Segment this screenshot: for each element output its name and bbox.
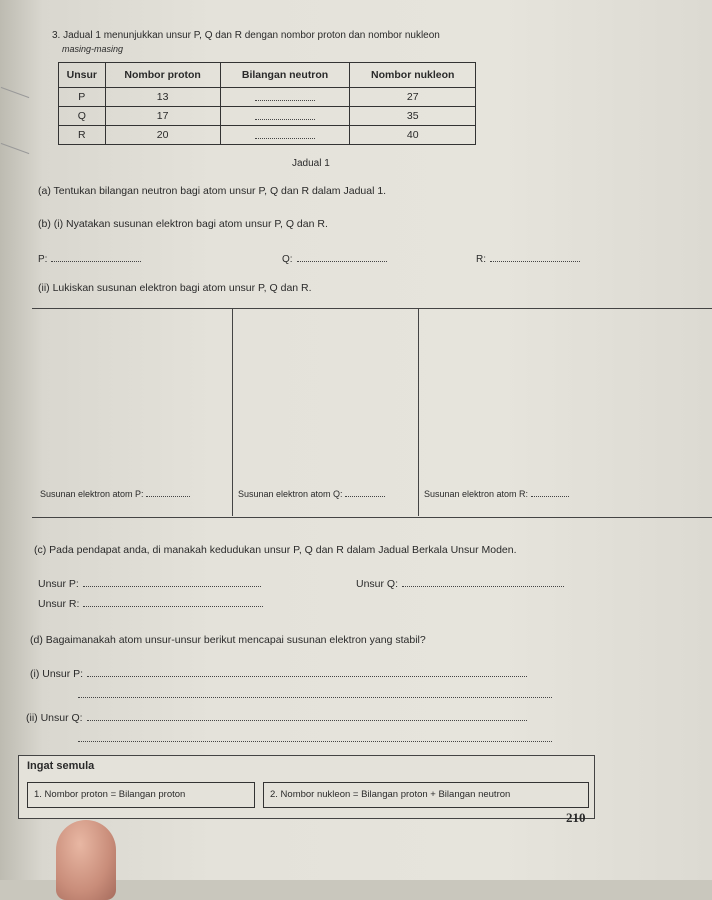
table-row	[59, 126, 476, 145]
part-d-ii-label: (ii) Unsur Q:	[26, 712, 83, 724]
question-title: 3. Jadual 1 menunjukkan unsur P, Q dan R dengan nombor proton dan nombor nukleon	[52, 30, 440, 41]
table-caption: Jadual 1	[292, 158, 330, 169]
table-header: Unsur	[59, 63, 106, 88]
question-subtitle: masing-masing	[62, 44, 124, 54]
cell-unsur: Q	[59, 107, 106, 126]
cell-proton: 13	[105, 88, 220, 107]
box-q-label: Susunan elektron atom Q:	[238, 486, 385, 499]
reminder-rule-2: 2. Nombor nukleon = Bilangan proton + Bilangan neutron	[263, 782, 589, 808]
part-b-i-text: (b) (i) Nyatakan susunan elektron bagi atom unsur P, Q dan R.	[38, 218, 328, 230]
table-row	[59, 88, 476, 107]
page-number: 210	[566, 810, 586, 825]
cell-unsur: R	[59, 126, 106, 145]
answer-r-blank[interactable]	[490, 252, 580, 262]
answer-r[interactable]	[476, 252, 580, 265]
answer-p-blank[interactable]	[51, 252, 141, 262]
edge-mark	[1, 87, 30, 98]
cell-proton: 20	[105, 126, 220, 145]
part-d-i-label: (i) Unsur P:	[30, 668, 84, 680]
unsur-q-label: Unsur Q:	[356, 578, 399, 590]
part-d-ii-field[interactable]	[26, 710, 527, 724]
table-header: Nombor nukleon	[350, 63, 476, 88]
part-c-text: (c) Pada pendapat anda, di manakah kedudukan unsur P, Q dan R dalam Jadual Berkala Unsur Moden.	[34, 544, 517, 556]
cell-neutron-blank[interactable]	[220, 107, 350, 126]
box-p-label: Susunan elektron atom P:	[40, 486, 190, 499]
cell-neutron-blank[interactable]	[220, 88, 350, 107]
answer-q[interactable]	[282, 252, 387, 265]
answer-line[interactable]	[78, 741, 552, 742]
answer-p[interactable]	[38, 252, 141, 265]
answer-line[interactable]	[78, 697, 552, 698]
data-table	[58, 62, 476, 145]
cell-nukleon: 27	[350, 88, 476, 107]
table-row	[59, 107, 476, 126]
box-r-label: Susunan elektron atom R:	[424, 486, 569, 499]
cell-nukleon: 40	[350, 126, 476, 145]
reminder-box	[18, 755, 595, 819]
unsur-r-label: Unsur R:	[38, 598, 80, 610]
answer-q-blank[interactable]	[297, 252, 387, 262]
answer-r-label: R:	[476, 254, 486, 265]
unsur-p-field[interactable]	[38, 576, 261, 590]
unsur-q-field[interactable]	[356, 576, 564, 590]
cell-proton: 17	[105, 107, 220, 126]
edge-mark	[1, 143, 30, 154]
reminder-rule-1: 1. Nombor proton = Bilangan proton	[27, 782, 255, 808]
thumb-photo	[56, 820, 116, 900]
part-d-i-field[interactable]	[30, 666, 527, 680]
unsur-p-label: Unsur P:	[38, 578, 79, 590]
cell-unsur: P	[59, 88, 106, 107]
reminder-title: Ingat semula	[27, 760, 95, 772]
answer-q-label: Q:	[282, 254, 293, 265]
box-divider	[232, 308, 233, 516]
unsur-r-field[interactable]	[38, 596, 263, 610]
cell-neutron-blank[interactable]	[220, 126, 350, 145]
part-a-text: (a) Tentukan bilangan neutron bagi atom unsur P, Q dan R dalam Jadual 1.	[38, 185, 387, 197]
table-header-row	[59, 63, 476, 88]
answer-p-label: P:	[38, 254, 48, 265]
table-header: Bilangan neutron	[220, 63, 350, 88]
part-b-ii-text: (ii) Lukiskan susunan elektron bagi atom unsur P, Q dan R.	[38, 282, 312, 294]
part-d-text: (d) Bagaimanakah atom unsur-unsur berikut mencapai susunan elektron yang stabil?	[30, 634, 426, 646]
box-divider	[418, 308, 419, 516]
cell-nukleon: 35	[350, 107, 476, 126]
table-header: Nombor proton	[105, 63, 220, 88]
